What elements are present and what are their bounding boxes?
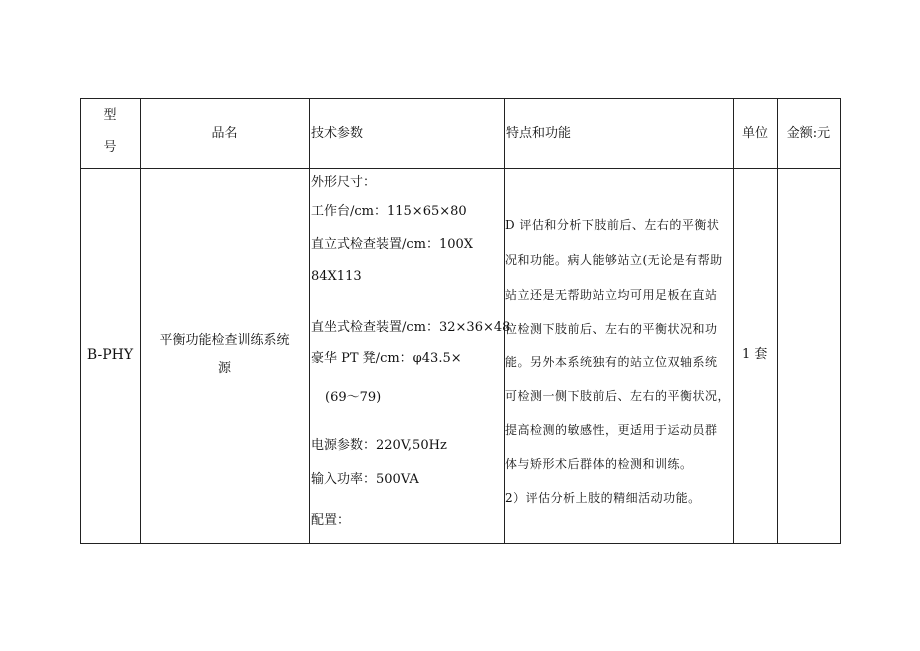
- header-model-line1: 型: [103, 108, 117, 123]
- row-name-line2: 源: [217, 361, 231, 376]
- column-divider: [309, 98, 310, 544]
- feature-line: 体与矫形术后群体的检测和训练。: [505, 457, 693, 471]
- table-border-bottom: [80, 543, 841, 544]
- spec-line: 输入功率：500VA: [311, 472, 419, 487]
- spec-line: 直立式检查装置/cm：100X: [311, 237, 474, 252]
- column-divider: [140, 98, 141, 544]
- header-model: [80, 107, 140, 157]
- column-divider: [733, 98, 734, 544]
- feature-line: 能。另外本系统独有的站立位双轴系统: [505, 355, 718, 369]
- spec-line: (69～79): [325, 390, 382, 405]
- spec-line: 外形尺寸：: [311, 175, 377, 190]
- feature-line: 可检测一侧下肢前后、左右的平衡状况，: [505, 389, 731, 403]
- table-border-left: [80, 98, 81, 544]
- header-row-divider: [80, 168, 841, 169]
- row-model: B-PHY: [86, 347, 134, 363]
- feature-line: 况和功能。病人能够站立(无论是有帮助: [505, 253, 723, 267]
- spec-line: 84X113: [311, 269, 362, 284]
- table-border-right: [840, 98, 841, 544]
- feature-line: 站立还是无帮助站立均可用足板在直站: [505, 288, 718, 302]
- header-unit: 单位: [741, 126, 768, 141]
- header-amount: 金额:元: [786, 126, 831, 141]
- header-features: 特点和功能: [506, 126, 572, 141]
- row-name-line1: 平衡功能检查训练系统: [159, 333, 290, 348]
- feature-line: D 评估和分析下肢前后、左右的平衡状: [505, 218, 720, 232]
- product-spec-table: [80, 98, 841, 544]
- header-specs: 技术参数: [311, 126, 364, 141]
- spec-line: 工作台/cm：115×65×80: [311, 204, 467, 219]
- feature-line: 2）评估分析上肢的精细活动功能。: [505, 491, 701, 505]
- feature-line: 提高检测的敏感性，更适用于运动员群: [505, 423, 718, 437]
- spec-line: 豪华 PT 凳/cm：φ43.5×: [311, 351, 462, 366]
- row-unit: 1 套: [742, 347, 768, 362]
- header-model-line2: 号: [103, 140, 117, 155]
- header-name: 品名: [211, 126, 238, 141]
- spec-line: 配置：: [311, 513, 351, 528]
- spec-line: 直坐式检查装置/cm：32×36×48: [311, 320, 511, 335]
- column-divider: [777, 98, 778, 544]
- table-border-top: [80, 98, 841, 99]
- feature-line: 位检测下肢前后、左右的平衡状况和功: [505, 322, 718, 336]
- spec-line: 电源参数：220V,50Hz: [311, 438, 447, 453]
- row-name: [140, 332, 309, 378]
